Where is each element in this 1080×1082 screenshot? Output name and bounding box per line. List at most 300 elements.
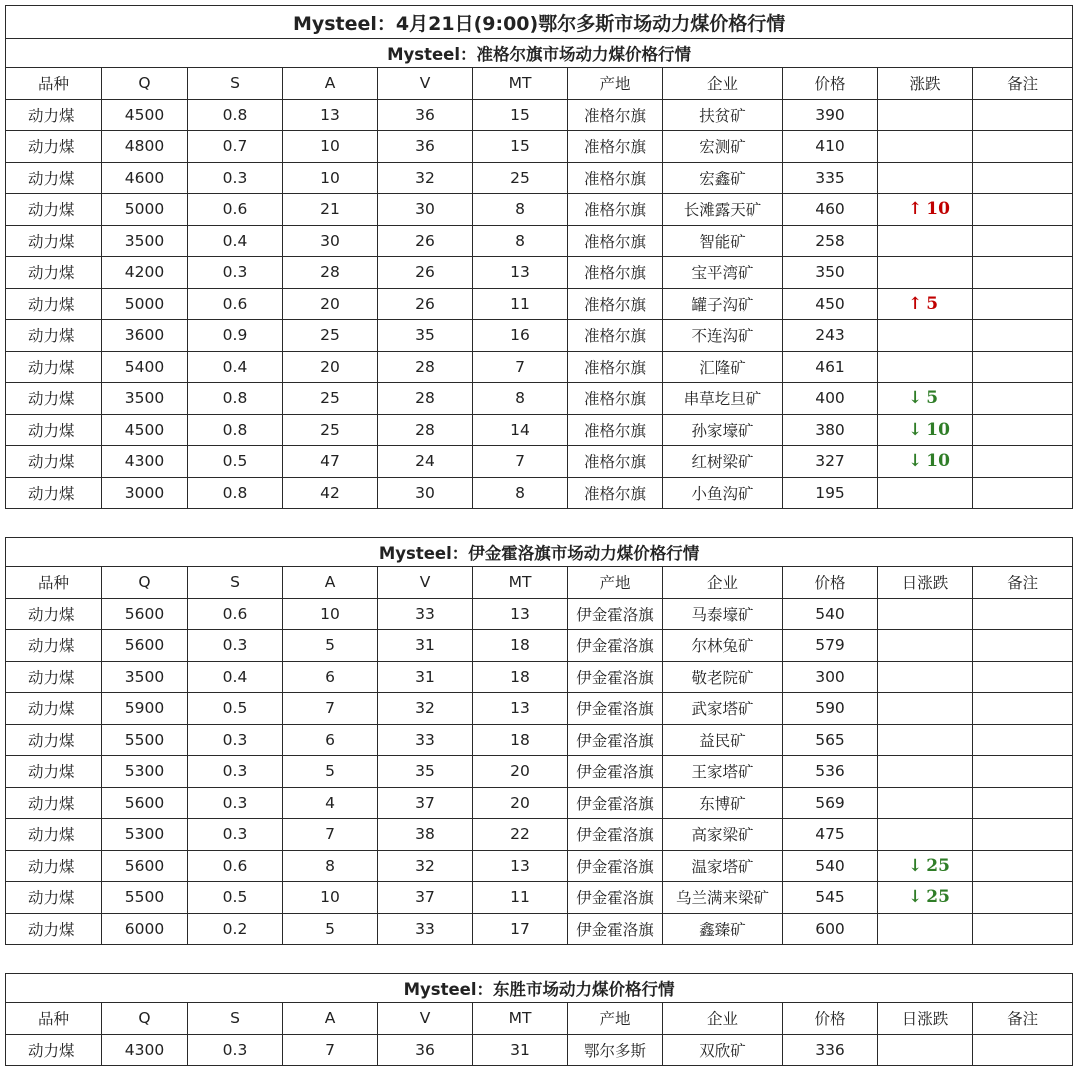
table-cell: 21 bbox=[283, 194, 378, 226]
note-cell bbox=[973, 383, 1073, 415]
table-cell: 串草圪旦矿 bbox=[663, 383, 783, 415]
table-cell: 5000 bbox=[102, 288, 188, 320]
table-cell: 37 bbox=[378, 882, 473, 914]
table-cell: 47 bbox=[283, 446, 378, 478]
column-header: V bbox=[378, 567, 473, 599]
table-cell: 0.8 bbox=[188, 477, 283, 509]
column-header: Q bbox=[102, 1003, 188, 1035]
table-cell: 461 bbox=[783, 351, 878, 383]
main-title: Mysteel：4月21日(9:00)鄂尔多斯市场动力煤价格行情 bbox=[6, 6, 1073, 39]
table-cell: 动力煤 bbox=[6, 724, 102, 756]
table-cell: 准格尔旗 bbox=[568, 446, 663, 478]
table-cell: 243 bbox=[783, 320, 878, 352]
table-cell: 准格尔旗 bbox=[568, 477, 663, 509]
table-cell: 5 bbox=[283, 913, 378, 945]
change-cell bbox=[878, 598, 973, 630]
table-cell: 尔林兔矿 bbox=[663, 630, 783, 662]
table-row bbox=[6, 693, 1073, 725]
gap-cell bbox=[6, 945, 1073, 974]
table-cell: 伊金霍洛旗 bbox=[568, 787, 663, 819]
table-cell: 0.4 bbox=[188, 351, 283, 383]
table-row bbox=[6, 819, 1073, 851]
table-cell: 0.3 bbox=[188, 162, 283, 194]
table-cell: 5300 bbox=[102, 819, 188, 851]
price-table bbox=[5, 5, 1073, 1066]
table-cell: 7 bbox=[283, 819, 378, 851]
column-header: MT bbox=[473, 68, 568, 100]
table-cell: 6 bbox=[283, 724, 378, 756]
note-cell bbox=[973, 787, 1073, 819]
table-cell: 0.5 bbox=[188, 882, 283, 914]
table-cell: 20 bbox=[283, 288, 378, 320]
change-cell bbox=[878, 693, 973, 725]
table-cell: 5500 bbox=[102, 724, 188, 756]
table-cell: 18 bbox=[473, 724, 568, 756]
table-cell: 10 bbox=[283, 131, 378, 163]
table-row bbox=[6, 913, 1073, 945]
table-cell: 伊金霍洛旗 bbox=[568, 661, 663, 693]
table-cell: 350 bbox=[783, 257, 878, 289]
arrow-down-icon: ↓ bbox=[908, 855, 923, 876]
change-value: 5 bbox=[926, 293, 939, 314]
table-cell: 动力煤 bbox=[6, 787, 102, 819]
change-value: 10 bbox=[926, 419, 950, 440]
table-cell: 33 bbox=[378, 724, 473, 756]
table-cell: 16 bbox=[473, 320, 568, 352]
table-cell: 准格尔旗 bbox=[568, 162, 663, 194]
table-cell: 7 bbox=[473, 446, 568, 478]
table-cell: 42 bbox=[283, 477, 378, 509]
note-cell bbox=[973, 414, 1073, 446]
table-cell: 3500 bbox=[102, 661, 188, 693]
table-cell: 王家塔矿 bbox=[663, 756, 783, 788]
table-cell: 38 bbox=[378, 819, 473, 851]
table-cell: 258 bbox=[783, 225, 878, 257]
table-cell: 8 bbox=[283, 850, 378, 882]
table-cell: 动力煤 bbox=[6, 819, 102, 851]
table-cell: 30 bbox=[283, 225, 378, 257]
note-cell bbox=[973, 320, 1073, 352]
main-title-row bbox=[6, 6, 1073, 39]
table-cell: 动力煤 bbox=[6, 414, 102, 446]
column-header: S bbox=[188, 567, 283, 599]
change-cell bbox=[878, 913, 973, 945]
table-cell: 动力煤 bbox=[6, 288, 102, 320]
column-header: Q bbox=[102, 68, 188, 100]
table-cell: 东博矿 bbox=[663, 787, 783, 819]
table-cell: 579 bbox=[783, 630, 878, 662]
section-title-row bbox=[6, 974, 1073, 1003]
table-cell: 鑫臻矿 bbox=[663, 913, 783, 945]
column-header: MT bbox=[473, 1003, 568, 1035]
table-cell: 准格尔旗 bbox=[568, 320, 663, 352]
table-cell: 0.8 bbox=[188, 383, 283, 415]
column-header: 日涨跌 bbox=[878, 567, 973, 599]
change-cell bbox=[878, 850, 973, 882]
table-cell: 33 bbox=[378, 913, 473, 945]
table-cell: 6000 bbox=[102, 913, 188, 945]
column-header: 企业 bbox=[663, 1003, 783, 1035]
table-cell: 动力煤 bbox=[6, 882, 102, 914]
table-row bbox=[6, 383, 1073, 415]
note-cell bbox=[973, 1034, 1073, 1066]
table-row bbox=[6, 756, 1073, 788]
note-cell bbox=[973, 598, 1073, 630]
table-cell: 智能矿 bbox=[663, 225, 783, 257]
table-cell: 高家梁矿 bbox=[663, 819, 783, 851]
table-cell: 0.6 bbox=[188, 598, 283, 630]
note-cell bbox=[973, 913, 1073, 945]
table-row bbox=[6, 724, 1073, 756]
column-header: A bbox=[283, 68, 378, 100]
table-cell: 0.6 bbox=[188, 850, 283, 882]
table-cell: 26 bbox=[378, 257, 473, 289]
section-title-row bbox=[6, 39, 1073, 68]
table-cell: 鄂尔多斯 bbox=[568, 1034, 663, 1066]
table-cell: 准格尔旗 bbox=[568, 288, 663, 320]
change-cell bbox=[878, 320, 973, 352]
table-cell: 20 bbox=[473, 787, 568, 819]
table-row bbox=[6, 320, 1073, 352]
note-cell bbox=[973, 693, 1073, 725]
table-cell: 伊金霍洛旗 bbox=[568, 693, 663, 725]
table-cell: 伊金霍洛旗 bbox=[568, 724, 663, 756]
note-cell bbox=[973, 477, 1073, 509]
table-cell: 乌兰满来梁矿 bbox=[663, 882, 783, 914]
table-cell: 伊金霍洛旗 bbox=[568, 630, 663, 662]
column-header: A bbox=[283, 1003, 378, 1035]
table-cell: 准格尔旗 bbox=[568, 225, 663, 257]
table-cell: 动力煤 bbox=[6, 913, 102, 945]
table-row bbox=[6, 225, 1073, 257]
table-cell: 动力煤 bbox=[6, 661, 102, 693]
change-cell bbox=[878, 756, 973, 788]
table-cell: 7 bbox=[473, 351, 568, 383]
table-cell: 0.4 bbox=[188, 225, 283, 257]
table-cell: 0.6 bbox=[188, 194, 283, 226]
table-cell: 敬老院矿 bbox=[663, 661, 783, 693]
table-cell: 37 bbox=[378, 787, 473, 819]
table-cell: 5600 bbox=[102, 850, 188, 882]
table-cell: 4600 bbox=[102, 162, 188, 194]
table-row bbox=[6, 257, 1073, 289]
table-row bbox=[6, 661, 1073, 693]
table-cell: 569 bbox=[783, 787, 878, 819]
change-value: 5 bbox=[926, 388, 939, 409]
table-cell: 6 bbox=[283, 661, 378, 693]
change-cell bbox=[878, 162, 973, 194]
table-cell: 扶贫矿 bbox=[663, 99, 783, 131]
table-cell: 动力煤 bbox=[6, 131, 102, 163]
table-cell: 8 bbox=[473, 383, 568, 415]
table-cell: 动力煤 bbox=[6, 225, 102, 257]
section-title-row bbox=[6, 538, 1073, 567]
table-cell: 450 bbox=[783, 288, 878, 320]
table-cell: 宏测矿 bbox=[663, 131, 783, 163]
change-value-wrap bbox=[908, 199, 950, 219]
table-row bbox=[6, 131, 1073, 163]
table-row bbox=[6, 194, 1073, 226]
table-cell: 31 bbox=[378, 661, 473, 693]
table-cell: 0.3 bbox=[188, 787, 283, 819]
table-row bbox=[6, 446, 1073, 478]
column-header: 产地 bbox=[568, 68, 663, 100]
change-value-wrap bbox=[908, 856, 950, 876]
column-header: Q bbox=[102, 567, 188, 599]
table-cell: 20 bbox=[473, 756, 568, 788]
change-cell bbox=[878, 446, 973, 478]
column-header: 品种 bbox=[6, 1003, 102, 1035]
table-cell: 5600 bbox=[102, 598, 188, 630]
table-cell: 5300 bbox=[102, 756, 188, 788]
table-cell: 红树梁矿 bbox=[663, 446, 783, 478]
table-cell: 380 bbox=[783, 414, 878, 446]
table-cell: 28 bbox=[283, 257, 378, 289]
table-cell: 伊金霍洛旗 bbox=[568, 819, 663, 851]
column-header: 企业 bbox=[663, 567, 783, 599]
note-cell bbox=[973, 882, 1073, 914]
table-cell: 0.3 bbox=[188, 1034, 283, 1066]
table-cell: 5600 bbox=[102, 787, 188, 819]
table-cell: 336 bbox=[783, 1034, 878, 1066]
table-cell: 4300 bbox=[102, 1034, 188, 1066]
table-cell: 动力煤 bbox=[6, 162, 102, 194]
column-header: MT bbox=[473, 567, 568, 599]
change-cell bbox=[878, 99, 973, 131]
table-cell: 0.5 bbox=[188, 446, 283, 478]
table-cell: 0.9 bbox=[188, 320, 283, 352]
table-cell: 动力煤 bbox=[6, 383, 102, 415]
section-title: Mysteel：伊金霍洛旗市场动力煤价格行情 bbox=[6, 538, 1073, 567]
note-cell bbox=[973, 257, 1073, 289]
table-cell: 准格尔旗 bbox=[568, 99, 663, 131]
table-cell: 13 bbox=[473, 693, 568, 725]
column-header: 品种 bbox=[6, 567, 102, 599]
table-cell: 335 bbox=[783, 162, 878, 194]
note-cell bbox=[973, 131, 1073, 163]
table-cell: 孙家壕矿 bbox=[663, 414, 783, 446]
arrow-up-icon: ↑ bbox=[908, 293, 923, 314]
table-cell: 300 bbox=[783, 661, 878, 693]
table-cell: 动力煤 bbox=[6, 257, 102, 289]
change-value: 10 bbox=[926, 199, 950, 220]
table-cell: 540 bbox=[783, 850, 878, 882]
column-header: 日涨跌 bbox=[878, 1003, 973, 1035]
change-cell bbox=[878, 661, 973, 693]
table-cell: 600 bbox=[783, 913, 878, 945]
table-row bbox=[6, 162, 1073, 194]
arrow-down-icon: ↓ bbox=[908, 388, 923, 409]
section-gap bbox=[6, 509, 1073, 538]
table-row bbox=[6, 99, 1073, 131]
table-cell: 4800 bbox=[102, 131, 188, 163]
table-cell: 准格尔旗 bbox=[568, 351, 663, 383]
column-header: 备注 bbox=[973, 1003, 1073, 1035]
header-row bbox=[6, 567, 1073, 599]
column-header: 价格 bbox=[783, 1003, 878, 1035]
table-cell: 8 bbox=[473, 225, 568, 257]
column-header: V bbox=[378, 1003, 473, 1035]
table-cell: 不连沟矿 bbox=[663, 320, 783, 352]
change-value: 10 bbox=[926, 451, 950, 472]
change-value-wrap bbox=[908, 451, 950, 471]
table-cell: 0.8 bbox=[188, 414, 283, 446]
change-value-wrap bbox=[908, 294, 938, 314]
table-cell: 460 bbox=[783, 194, 878, 226]
table-cell: 475 bbox=[783, 819, 878, 851]
table-cell: 5 bbox=[283, 630, 378, 662]
table-cell: 7 bbox=[283, 1034, 378, 1066]
table-cell: 动力煤 bbox=[6, 630, 102, 662]
table-cell: 宝平湾矿 bbox=[663, 257, 783, 289]
section-title: Mysteel：准格尔旗市场动力煤价格行情 bbox=[6, 39, 1073, 68]
table-cell: 28 bbox=[378, 414, 473, 446]
table-cell: 温家塔矿 bbox=[663, 850, 783, 882]
change-cell bbox=[878, 882, 973, 914]
table-cell: 25 bbox=[283, 414, 378, 446]
column-header: 价格 bbox=[783, 567, 878, 599]
change-cell bbox=[878, 477, 973, 509]
arrow-down-icon: ↓ bbox=[908, 451, 923, 472]
column-header: 备注 bbox=[973, 68, 1073, 100]
change-cell bbox=[878, 225, 973, 257]
table-cell: 动力煤 bbox=[6, 320, 102, 352]
change-value: 25 bbox=[926, 887, 950, 908]
table-row bbox=[6, 414, 1073, 446]
column-header: 企业 bbox=[663, 68, 783, 100]
table-cell: 33 bbox=[378, 598, 473, 630]
table-cell: 13 bbox=[473, 598, 568, 630]
table-cell: 准格尔旗 bbox=[568, 383, 663, 415]
table-cell: 20 bbox=[283, 351, 378, 383]
change-value-wrap bbox=[908, 420, 950, 440]
table-cell: 0.3 bbox=[188, 630, 283, 662]
table-cell: 590 bbox=[783, 693, 878, 725]
table-row bbox=[6, 351, 1073, 383]
table-cell: 5400 bbox=[102, 351, 188, 383]
column-header: V bbox=[378, 68, 473, 100]
table-cell: 31 bbox=[378, 630, 473, 662]
table-cell: 10 bbox=[283, 598, 378, 630]
table-cell: 动力煤 bbox=[6, 194, 102, 226]
table-cell: 32 bbox=[378, 693, 473, 725]
change-cell bbox=[878, 257, 973, 289]
change-cell bbox=[878, 724, 973, 756]
table-cell: 3500 bbox=[102, 383, 188, 415]
table-cell: 0.3 bbox=[188, 819, 283, 851]
table-cell: 伊金霍洛旗 bbox=[568, 882, 663, 914]
change-value: 25 bbox=[926, 855, 950, 876]
table-cell: 30 bbox=[378, 194, 473, 226]
table-cell: 25 bbox=[283, 383, 378, 415]
table-cell: 小鱼沟矿 bbox=[663, 477, 783, 509]
table-cell: 5900 bbox=[102, 693, 188, 725]
column-header: 产地 bbox=[568, 1003, 663, 1035]
table-cell: 25 bbox=[283, 320, 378, 352]
arrow-up-icon: ↑ bbox=[908, 199, 923, 220]
note-cell bbox=[973, 99, 1073, 131]
table-cell: 36 bbox=[378, 1034, 473, 1066]
note-cell bbox=[973, 630, 1073, 662]
column-header: S bbox=[188, 68, 283, 100]
section-title: Mysteel：东胜市场动力煤价格行情 bbox=[6, 974, 1073, 1003]
table-cell: 4 bbox=[283, 787, 378, 819]
table-cell: 汇隆矿 bbox=[663, 351, 783, 383]
table-cell: 准格尔旗 bbox=[568, 194, 663, 226]
table-cell: 双欣矿 bbox=[663, 1034, 783, 1066]
table-cell: 伊金霍洛旗 bbox=[568, 850, 663, 882]
change-value-wrap bbox=[908, 887, 950, 907]
header-row bbox=[6, 1003, 1073, 1035]
change-cell bbox=[878, 131, 973, 163]
table-row bbox=[6, 477, 1073, 509]
table-cell: 545 bbox=[783, 882, 878, 914]
table-cell: 0.4 bbox=[188, 661, 283, 693]
table-cell: 准格尔旗 bbox=[568, 414, 663, 446]
column-header: 备注 bbox=[973, 567, 1073, 599]
note-cell bbox=[973, 225, 1073, 257]
arrow-down-icon: ↓ bbox=[908, 419, 923, 440]
table-cell: 35 bbox=[378, 320, 473, 352]
table-row bbox=[6, 882, 1073, 914]
table-cell: 3500 bbox=[102, 225, 188, 257]
table-cell: 4500 bbox=[102, 99, 188, 131]
table-cell: 3000 bbox=[102, 477, 188, 509]
note-cell bbox=[973, 819, 1073, 851]
column-header: 产地 bbox=[568, 567, 663, 599]
table-cell: 动力煤 bbox=[6, 850, 102, 882]
table-cell: 马泰壕矿 bbox=[663, 598, 783, 630]
note-cell bbox=[973, 351, 1073, 383]
table-cell: 宏鑫矿 bbox=[663, 162, 783, 194]
table-cell: 0.5 bbox=[188, 693, 283, 725]
table-cell: 15 bbox=[473, 99, 568, 131]
change-cell bbox=[878, 288, 973, 320]
change-cell bbox=[878, 414, 973, 446]
table-row bbox=[6, 850, 1073, 882]
section-gap bbox=[6, 945, 1073, 974]
table-cell: 动力煤 bbox=[6, 446, 102, 478]
table-cell: 5500 bbox=[102, 882, 188, 914]
column-header: 价格 bbox=[783, 68, 878, 100]
note-cell bbox=[973, 288, 1073, 320]
table-cell: 5000 bbox=[102, 194, 188, 226]
table-cell: 0.3 bbox=[188, 756, 283, 788]
table-cell: 28 bbox=[378, 351, 473, 383]
table-cell: 0.2 bbox=[188, 913, 283, 945]
table-cell: 390 bbox=[783, 99, 878, 131]
table-cell: 31 bbox=[473, 1034, 568, 1066]
table-cell: 11 bbox=[473, 288, 568, 320]
table-row bbox=[6, 1034, 1073, 1066]
table-cell: 动力煤 bbox=[6, 1034, 102, 1066]
column-header: 涨跌 bbox=[878, 68, 973, 100]
table-cell: 11 bbox=[473, 882, 568, 914]
arrow-down-icon: ↓ bbox=[908, 887, 923, 908]
table-cell: 14 bbox=[473, 414, 568, 446]
table-cell: 32 bbox=[378, 850, 473, 882]
table-cell: 罐子沟矿 bbox=[663, 288, 783, 320]
note-cell bbox=[973, 724, 1073, 756]
table-cell: 准格尔旗 bbox=[568, 257, 663, 289]
table-cell: 动力煤 bbox=[6, 756, 102, 788]
table-cell: 18 bbox=[473, 661, 568, 693]
table-cell: 36 bbox=[378, 131, 473, 163]
table-cell: 22 bbox=[473, 819, 568, 851]
column-header: A bbox=[283, 567, 378, 599]
note-cell bbox=[973, 756, 1073, 788]
column-header: 品种 bbox=[6, 68, 102, 100]
